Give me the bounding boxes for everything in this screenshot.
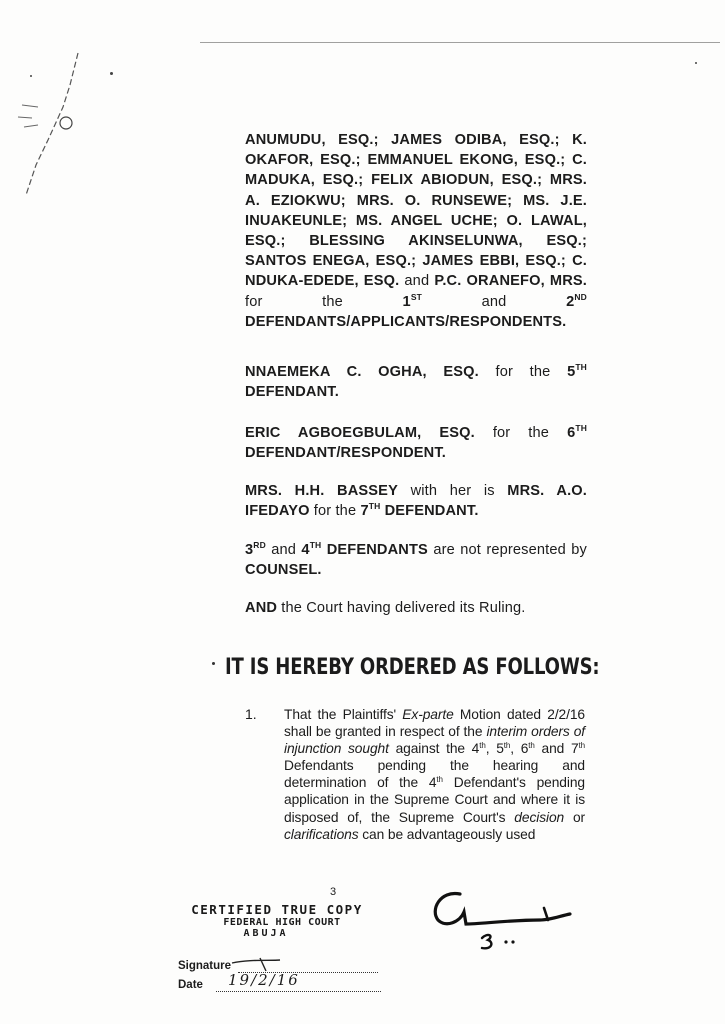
speck <box>30 75 32 77</box>
order-item-text: That the Plaintiffs' Ex-parte Motion dated 2/2/16 shall be granted in respect of the interim orders of injunction sought against the 4th, 5th, 6th and 7th Defendants pending the hearing and determination of the 4th Defendant's pending application in the Supreme Court and where it is disposed of, the Supreme Court's decision or clarifications can be advantageously used <box>284 707 586 842</box>
stamp-date-label: Date <box>178 979 203 991</box>
handwritten-date: 19/2/16 <box>228 971 300 989</box>
speck <box>695 62 697 64</box>
counsel-paragraph-6th-defendant: ERIC AGBOEGBULAM, ESQ. for the 6TH DEFENDANT/RESPONDENT. <box>245 423 587 462</box>
orders-heading: IT IS HEREBY ORDERED AS FOLLOWS: <box>225 655 600 680</box>
page-number: 3 <box>330 886 337 898</box>
counsel-paragraph-1st-2nd-defendants: ANUMUDU, ESQ.; JAMES ODIBA, ESQ.; K. OKAFOR, ESQ.; EMMANUEL EKONG, ESQ.; C. MADUKA, ESQ.; FELIX ABIODUN, ESQ.; MRS. A. EZIOKWU; MRS. O. RUNSEWE; MS. J.E. INUAKEUNLE; MS. ANGEL UCHE; O. LAWAL, ESQ.; BLESSING AKINSELUNWA, ESQ.; SANTOS ENEGA, ESQ.; JAMES EBBI, ESQ.; C. NDUKA-EDEDE, ESQ. and P.C. ORANEFO, MRS. for the 1ST and 2ND DEFENDANTS/APPLICANTS/RESPONDENTS. <box>245 132 587 330</box>
ruling-delivered-line: AND the Court having delivered its Ruling. <box>245 600 526 616</box>
speck <box>110 72 113 75</box>
role-label: DEFENDANTS/APPLICANTS/RESPONDENTS. <box>245 313 567 330</box>
not-represented-paragraph: 3RD and 4TH DEFENDANTS are not represented by COUNSEL. <box>245 540 587 579</box>
speck <box>212 662 215 665</box>
stamp-line-1: CERTIFIED TRUE COPY <box>191 902 363 917</box>
stamp-signature-label: Signature <box>178 960 232 972</box>
order-item-number: 1. <box>245 706 257 722</box>
certified-true-copy-stamp <box>172 902 382 939</box>
counsel-paragraph-7th-defendant: MRS. H.H. BASSEY with her is MRS. A.O. IFEDAYO for the 7TH DEFENDANT. <box>245 483 587 520</box>
counsel-paragraph-5th-defendant: NNAEMEKA C. OGHA, ESQ. for the 5TH DEFENDANT. <box>245 362 587 401</box>
margin-pen-mark <box>8 45 88 205</box>
stamp-signature-scribble <box>230 955 380 995</box>
judge-signature <box>420 880 590 950</box>
stamp-line-3: ABUJA <box>243 928 289 939</box>
counsel-names: ANUMUDU, ESQ.; JAMES ODIBA, ESQ.; K. OKAFOR, ESQ.; EMMANUEL EKONG, ESQ.; C. MADUKA, ESQ.; FELIX ABIODUN, ESQ.; MRS. A. EZIOKWU; MRS. O. RUNSEWE; MS. J.E. INUAKEUNLE; MS. ANGEL UCHE; O. LAWAL, ESQ.; BLESSING AKINSELUNWA, ESQ.; SANTOS ENEGA, ESQ.; JAMES EBBI, ESQ.; C. NDUKA-EDEDE, ESQ. <box>245 132 587 290</box>
stamp-line-2: FEDERAL HIGH COURT <box>223 917 341 928</box>
page-top-rule <box>200 42 720 43</box>
